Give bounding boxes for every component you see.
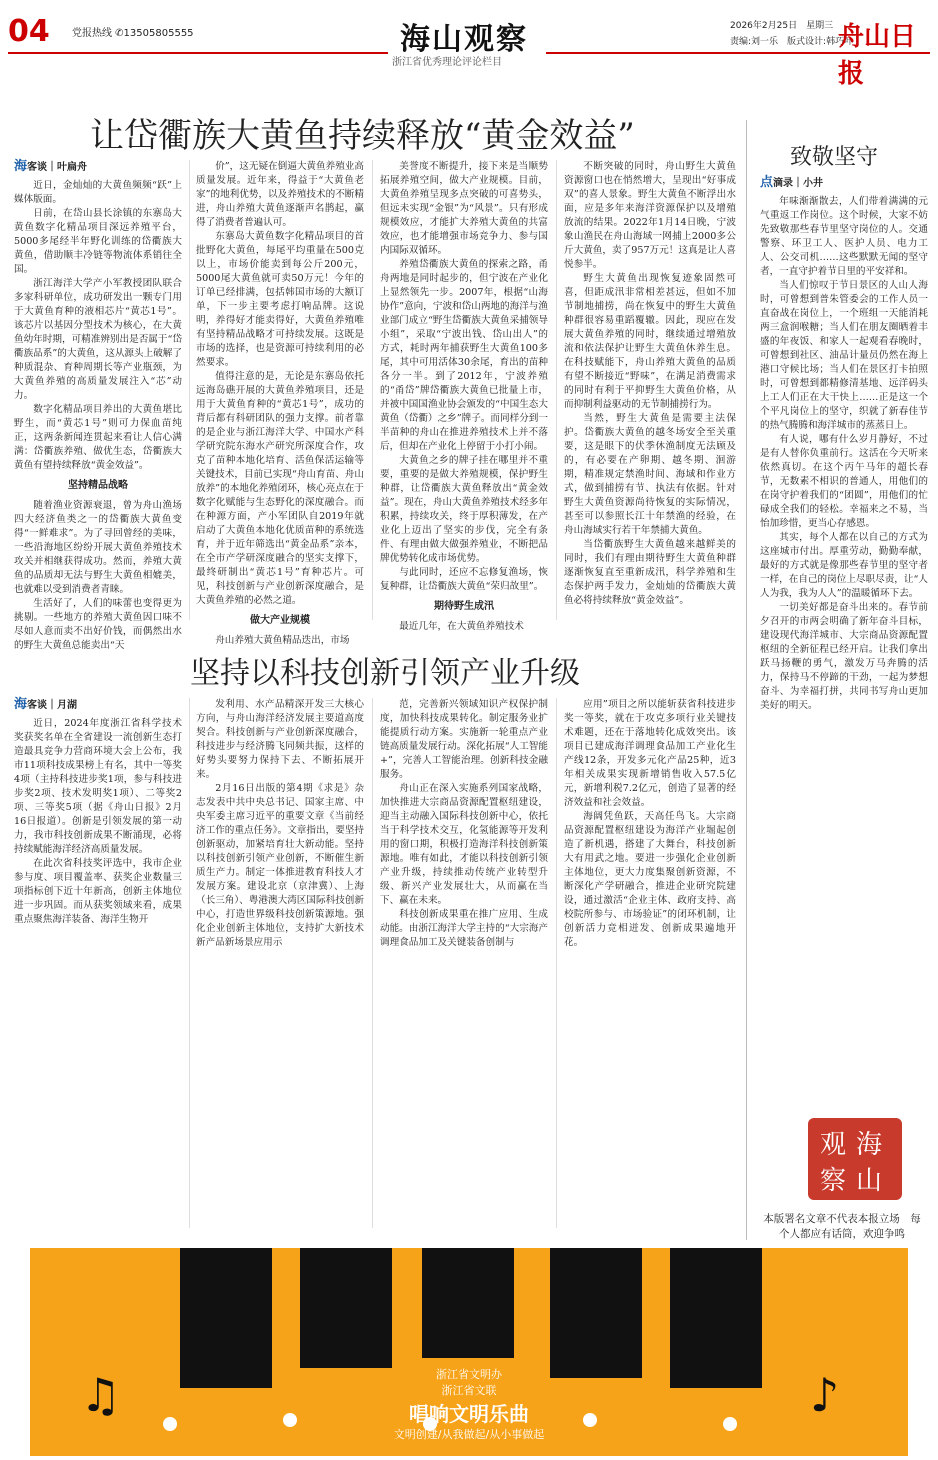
column-rule [372,160,373,620]
paragraph: 舟山正在深入实施系列国家战略，加快推进大宗商品资源配置枢纽建设，迎当主动融入国际科技创新中心，依托当于科学技术交互，化氢能源等开发利用的窗口期，积极打造海洋科技创新策源地。唯有如此，才能以科技创新引领产业升级，持续推动传统产业转型升级、新兴产业发展壮大，从而赢在当下、赢在未来。 [380,783,548,906]
music-note-icon: ♪ [810,1368,840,1422]
article2-column-2 [196,698,364,1228]
article1-column-4 [564,160,736,620]
poster-org-1: 浙江省文明办 [436,1368,502,1381]
hotline: 党报热线 ✆13505805555 [72,28,194,39]
paragraph: 当岱衢族野生大黄鱼越来越鲜美的同时，我们有理由期待野生大黄鱼种群逐渐恢复直至重新成汛，科学养殖和生态保护两手发力，金灿灿的岱衢族大黄鱼必将持续释放“黄金效益”。 [564,539,736,606]
sidebar-tag: 点 [760,175,774,190]
article1-subhead-2: 做大产业规模 [250,615,310,626]
sidebar-column [760,176,928,1106]
paragraph: 一切美好都是奋斗出来的。春节前夕召开的市两会明确了新年奋斗目标，建设现代海洋城市、大宗商品资源配置枢纽的全新征程已经开启。让我们拿出跃马扬鞭的勇气，激发万马奔腾的活力，保持马不停蹄的干劲，一起为梦想奋斗、为幸福打拼，共同书写舟山更加美好的明天。 [760,602,928,711]
article2-headline: 坚持以科技创新引领产业升级 [190,656,580,691]
paragraph: 科技创新成果重在推广应用、生成动能。由浙江海洋大学主持的“大宗海产调理食品加工及关键装备创制与 [380,909,548,948]
article2-author: 月湖 [57,700,78,711]
article2-tag: 海 [14,697,28,712]
disclaimer-note: 本版署名文章不代表本报立场 每个人都应有话筒，欢迎争鸣 [763,1213,921,1240]
paragraph: 养殖岱衢族大黄鱼的探索之路，甬舟两地是同时起步的，但宁波在产业化上显然领先一步。2007年，根据“山海协作”意向，宁波和岱山两地的海洋与渔业部门成立“野生岱衢族大黄鱼采捕领导小组”，采取“宁波出钱、岱山出人”的方式，耗时两年捕获野生大黄鱼100多尾，其中可用活体30余尾，育出的苗种各分一半。到了2012年，宁波养殖的“甬岱”牌岱衢族大黄鱼已批量上市，并被中国国渔业协会颁发的“中国生态大黄鱼（岱衢）之乡”牌子。而同样分到一半苗种的舟山在推进养殖技术上并不落后，但却在产业化上停留于小打小闹。 [380,259,548,452]
paragraph: 日前，在岱山县长涂镇的东寨岛大黄鱼数字化精品项目深远养殖平台，5000多尾经半年野化训练的岱衢族大黄鱼，借助顺丰冷链等物流体系销往全国。 [14,208,182,275]
paragraph: 在此次省科技奖评选中，我市企业参与度、项目覆盖率、获奖企业数量三项指标创下近十年新高，创新主体地位进一步巩固。而从获奖领域来看，成果重点聚焦海洋装备、海洋生物开 [14,858,182,925]
paragraph: 美誉度不断提升，接下来是当顺势拓展养殖空间，做大产业规模。目前，大黄鱼养殖呈现多点突破的可喜势头，但远未实现“金银”为“风景”。只有形成规模效应，才能扩大养殖大黄鱼的共富效应，也才能增强市场竞争力、参与国内国际双循环。 [380,161,548,256]
article2-column-3 [380,698,548,1228]
sidebar-author: 小井 [803,178,824,189]
paragraph: 其实，每个人都在以自己的方式为这座城市付出。厚重劳动，勤勤奉献，最好的方式就是像那些春节里的坚守者一样，在自己的岗位上尽职尽责，让“人人为我，我为人人”的温暖循环下去。 [760,532,928,599]
page-number: 04 [8,14,50,49]
paragraph: 当人们惊叹于节日景区的人山人海时，可曾想到普朱管委会的工作人员一直奋战在岗位上，一个班组一天能消耗两三盒润喉糖；当人们在朋友圈晒着丰盛的年夜饭、和家人一起观看春晚时，可曾想到社区、油品计量员仍然在海上港口守候比场；当人们在景区打卡拍照时，可曾想到都精修清基地、远洋码头上工人们正在大干快上……正是这一个个平凡岗位上的坚守，织就了新春佳节的热气腾腾和海洋城市的蒸蒸日上。 [760,280,928,431]
paragraph: 与此同时，还应不忘修复渔场，恢复种群，让岱衢族大黄鱼“荣归故里”。 [380,567,548,592]
article1-tag: 海 [14,159,28,174]
column-rule [189,698,190,1228]
column-rule [372,698,373,1228]
paragraph: 范，完善新兴领域知识产权保护制度，加快科技成果转化。制定服务业扩能提质行动方案。实施新一轮重点产业链高质量发展行动。深化拓展“人工智能+”，完善人工智能治理。创新科技金融服务。 [380,699,548,780]
masthead-rule-left [8,52,388,54]
section-title: 海山观察 [400,22,528,57]
paragraph: 大黄鱼之乡的牌子挂在哪里并不重要，重要的是做大养殖规模，保护野生种群，让岱衢族大黄鱼释放出“黄金效益”。现在，舟山大黄鱼养殖技术经多年积累，持续攻关，终于厚积薄发，在产业化上迈出了坚实的步伐，完全有条件、有理由做大做强养殖业，不断把品牌优势转化成市场优势。 [380,455,548,564]
paragraph: 年味渐渐散去，人们带着满满的元气重返工作岗位。这个时候，大家不妨先致敬那些春节里坚守岗位的人。交通警察、环卫工人、医护人员、电力工人、公交司机……这些默默无闻的坚守者，一直守护着节日里的平安祥和。 [760,196,928,277]
column-rule [556,698,557,1228]
paragraph: 2月16日出版的第4期《求是》杂志发表中共中央总书记、国家主席、中央军委主席习近平的重要文章《当前经济工作的重点任务》。文章指出，要坚持创新驱动，加紧培育壮大新动能。坚持以科技创新引领产业创新，不断催生新质生产力。制定一体推进教育科技人才发展方案。建设北京（京津冀）、上海（长三角）、粤港澳大湾区国际科技创新中心，打造世界级科技创新策源地。强化企业创新主体地位，支持扩大新技术新产品新场景应用示 [196,783,364,948]
paragraph: 应用”项目之所以能斩获省科技进步奖一等奖，就在于攻克多项行业关键技术难题，还在于落地转化成效突出。该项目已建成海洋调理食品加工产业化生产线12条，开发多元化产品25种，近3年相关成果实现新增销售收入57.5亿元，新增利税7.2亿元，创造了显著的经济效益和社会效益。 [564,699,736,808]
article1-author: 叶扁舟 [57,162,88,173]
poster-title: 唱响文明乐曲 [409,1402,529,1426]
poster-slogan: 文明创建/从我做起/从小事做起 [393,1428,545,1441]
paragraph: 发利用、水产品精深开发三大核心方向，与舟山海洋经济发展主要道高度契合。科技创新与产业创新深度融合，科技进步与经济腾飞同频共振，这样的好势头要努力保持下去、不断拓展开来。 [196,699,364,780]
sidebar-headline: 致敬坚守 [790,145,879,170]
masthead [0,0,938,89]
seal-char: 海 [856,1130,883,1160]
article2-column-1 [14,698,182,1228]
article1-column-3 [380,160,548,632]
article2-byline-type: 客谈 [27,700,48,711]
haishan-guancha-seal [808,1118,902,1200]
paragraph: 野生大黄鱼出现恢复迹象固然可喜，但距成汛非常相差甚远，但如不加节制地捕捞，尚在恢复中的野生大黄鱼种群很容易重蹈覆辙。因此，现应在发展大黄鱼养殖的同时，继续通过增殖放流和依法保护让野生大黄鱼休养生息。在科技赋能下，舟山养殖大黄鱼的品质有望不断接近“野味”，在满足消费需求的同时有利于平抑野生大黄鱼价格，从而抑制利益驱动的无节制捕捞行为。 [564,273,736,410]
paragraph: 有人说，哪有什么岁月静好，不过是有人替你负重前行。这活在今天听来依然真切。在这个丙午马年的超长春节，无数素不相识的普通人，用他们的在岗守护着我们的“团圆”，用他们的忙碌成全我们的轻松。幸福来之不易，当怡加珍惜，更当心存感恩。 [760,434,928,529]
paragraph: 东寨岛大黄鱼数字化精品项目的首批野化大黄鱼，每尾平均重量在500克以上，市场价能卖到每公斤200元，5000尾大黄鱼就可卖50万元！今年的订单已经排满，包括韩国市场的大额订单，下一步主要考虑打响品牌。这说明，养得好才能卖得好，大黄鱼养殖唯有坚持精品战略才可持续发展。这既是市场的选择，也是资源可持续利用的必然要求。 [196,231,364,368]
paragraph: 海阔凭鱼跃，天高任鸟飞。大宗商品资源配置枢纽建设为海洋产业堀起创造了新机遇，搭建了大舞台，科技创新大有用武之地。要进一步强化企业创新主体地位，更大力度集聚创新资源，不断深化产学研融合，推进企业研究院建设，通过激活“企业主体、政府支持、高校院所参与、市场验证”的闭环机制，让创新活力竞相迸发、创新成果遍地开花。 [564,811,736,948]
paragraph: 随着渔业资源衰退，曾为舟山渔场四大经济鱼类之一的岱衢族大黄鱼变得“一鲜难求”。为了寻回曾经的美味，一些沿海地区纷纷开展大黄鱼养殖技术攻关并相继获得成功。然而，养殖大黄鱼的品质却无法与野生大黄鱼相媲美，也就难以受到消费者青睐。 [14,500,182,595]
seal-char: 观 [820,1130,847,1160]
paragraph: 值得注意的是，无论是东寨岛依托远海岛礁开展的大黄鱼养殖项目，还是用于大黄鱼育种的“黄芯1号”，成功的背后都有科研团队的强力支撑。前者靠的是企业与浙江海洋大学、中国水产科学研究院东海水产研究所深度合作，攻克了苗种本地化培育、活鱼保活运输等关键技术，目前已实现“舟山育苗、舟山放养”的本地化养殖闭环，核心亮点在于数字化赋能与生态野化的深度融合。而在种源方面，产小军团队自2019年就启动了大黄鱼本地化优质苗种的系统选育，并于近年筛选出“黄金品系”亲本，在全市产学研深度融合的坚实支撑下，最终研制出“黄芯1号”育种芯片。可见，科技创新与产业创新深度融合，是大黄鱼养殖的必然之道。 [196,371,364,606]
sidebar-byline: 点滴录｜小井 [760,175,824,190]
paragraph: 生活好了，人们的味蕾也变得更为挑剔。一些地方的养殖大黄鱼因口味不尽如人意而卖不出好价钱，而偶然出水的野生大黄鱼总能卖出“天 [14,598,182,651]
poster-org-2: 浙江省文联 [441,1384,497,1397]
sidebar-divider [746,120,747,1240]
seal-char: 山 [856,1166,883,1196]
column-rule [189,160,190,620]
paragraph: 不断突破的同时，舟山野生大黄鱼资源窗口也在悄然增大，呈现出“好事成双”的喜人景象。野生大黄鱼不断浮出水面，应是多年来海洋资源保护以及增殖放流的结果。2022年1月14日晚，宁波象山渔民在舟山海域一网捕上2000多公斤大黄鱼，卖了957万元！这真是让人喜悦参半。 [564,161,736,270]
paragraph: 浙江海洋大学产小军教授团队联合多家科研单位，成功研发出一颗专门用于大黄鱼育种的液相芯片“黄芯1号”。该芯片以基因分型技术为核心，在大黄鱼幼年时期，可精准辨别出是否属于“岱衢族品系”的大黄鱼，这从源头上破解了种质混杂、育种周期长等产业瓶颈，为大黄鱼养殖的高质量发展注入“芯”动力。 [14,278,182,401]
paragraph: 当然，野生大黄鱼是需要主法保护。岱衢族大黄鱼的越冬场安全至关重要，这是眼下的伏季休渔制度无法顾及的，有必要在产卵期、越冬期、洄游期，精准规定禁渔时间、海域和作业方式，做到捕捞有节、执法有依据。针对野生大黄鱼资源尚待恢复的实际情况，甚至可以参照长江十年禁渔的经验，在舟山海域实行若干年禁捕大黄鱼。 [564,413,736,536]
article2-column-4 [564,698,736,1228]
article1-byline: 海客谈｜叶扁舟 [14,159,88,174]
article1-column-1 [14,159,182,651]
seal-char: 察 [820,1166,847,1196]
article2-byline: 海客谈｜月湖 [14,697,78,712]
date-line: 2026年2月25日 星期三 [730,21,834,31]
paragraph: 近日，2024年度浙江省科学技术奖获奖名单在全省建设一流创新生态打造最具竞争力营商环境大会上公布，我市11项科技成果榜上有名，其中一等奖4项（主持科技进步奖1项，参与科技进步奖2项、技术发明奖1项）、二等奖2项、三等奖5项（据《舟山日报》2月16日报道）。创新是引领发展的第一动力，我市科技创新成果不断涌现，必将持续赋能海洋经济高质量发展。 [14,718,182,855]
article1-subhead-1: 坚持精品战略 [68,480,128,491]
section-subtitle: 浙江省优秀理论评论栏目 [392,57,502,68]
article1-column-2 [196,160,364,646]
editors-line: 责编:刘一乐 版式设计:韩巧叶 [730,37,854,47]
article1-headline: 让岱衢族大黄鱼持续释放“黄金效益” [90,116,635,156]
paragraph: 舟山养殖大黄鱼精品迭出，市场 [215,635,350,646]
paragraph: 数字化精品项目养出的大黄鱼堪比野生，而“黄芯1号”则可力保血苗纯正，这两条新闻连贯起来看让人信心满满：岱衢族养殖、做优生态，岱衢族大黄鱼有望持续释放“黄金效益”。 [14,404,182,471]
article1-byline-type: 客谈 [27,162,48,173]
paper-name-logo: 舟山日报 [838,22,917,89]
article1-subhead-3: 期待野生成汛 [434,601,494,612]
civilization-poster [30,1248,908,1456]
sidebar-byline-type: 滴录 [773,178,794,189]
column-rule [556,160,557,620]
paragraph: 最近几年，在大黄鱼养殖技术 [399,621,524,632]
paragraph: 近日，金灿灿的大黄鱼频频“跃”上媒体版面。 [14,180,182,205]
paragraph: 价”，这无疑在倒逼大黄鱼养殖业高质量发展。近年来，得益于“大黄鱼老家”的地利优势，以及养殖技术的不断精进，舟山养殖大黄鱼逐渐声名鹊起，赢得了消费者普遍认可。 [196,161,364,228]
music-note-icon: ♫ [80,1368,122,1422]
